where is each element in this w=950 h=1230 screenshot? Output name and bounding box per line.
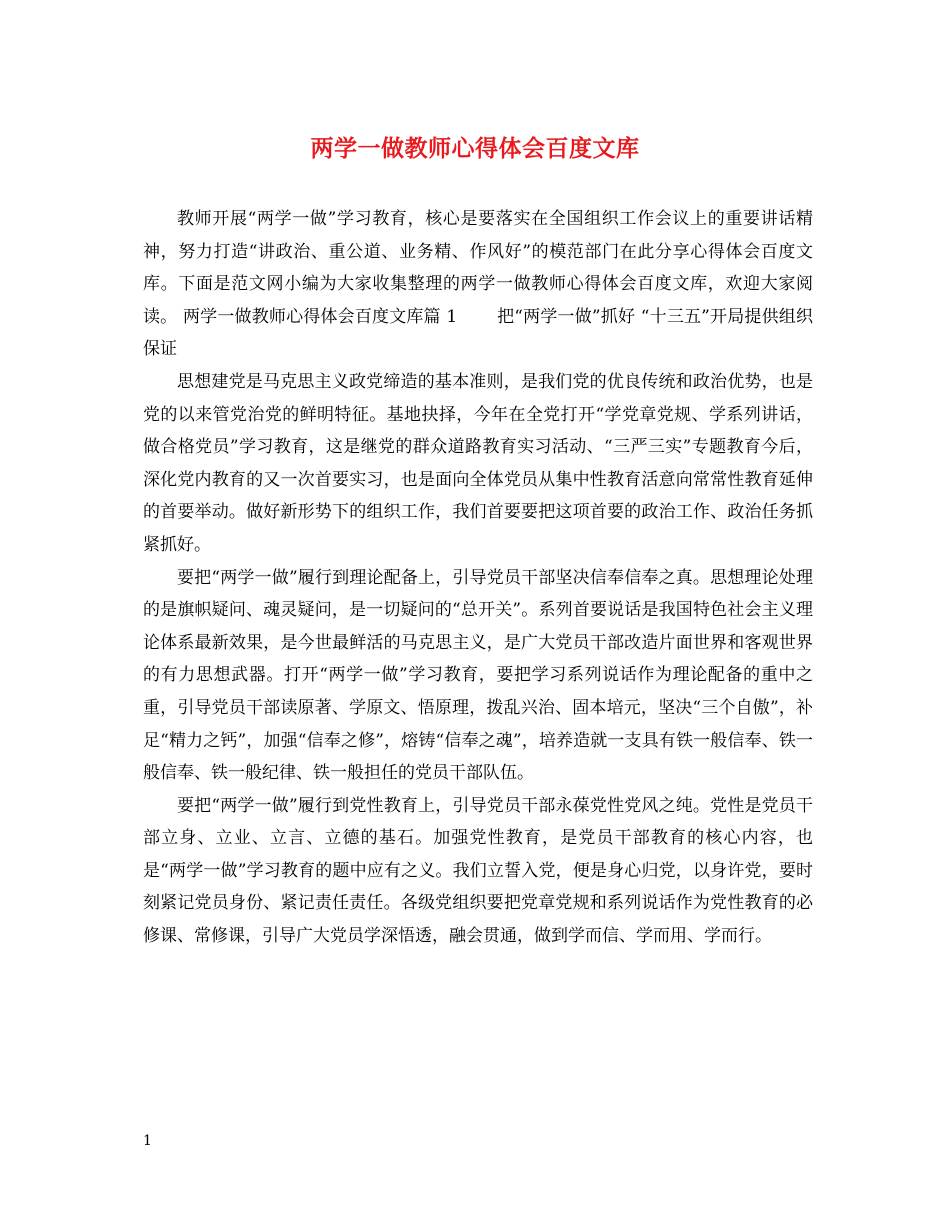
paragraph: 要把“两学一做”履行到党性教育上，引导党员干部永葆党性党风之纯。党性是党员干部立身、立业、立言、立德的基石。加强党性教育，是党员干部教育的核心内容，也是“两学一做”学习教育的题中应有之义。我们立誓入党，便是身心归党，以身许党，要时刻紧记党员身份、紧记责任责任。各级党组织要把党章党规和系列说话作为党性教育的必修课、常修课，引导广大党员学深悟透，融会贯通，做到学而信、学而用、学而行。 bbox=[143, 795, 813, 947]
paragraph: 要把“两学一做”履行到理论配备上，引导党员干部坚决信奉信奉之真。思想理论处理的是旗帜疑问、魂灵疑问，是一切疑问的“总开关”。系列首要说话是我国特色社会主义理论体系最新效果，是今世最鲜活的马克思主义，是广大党员干部改造片面世界和客观世界的有力思想武器。打开“两学一做”学习教育，要把学习系列说话作为理论配备的重中之重，引导党员干部读原著、学原文、悟原理，拨乱兴治、固本培元，坚决“三个自傲”，补足“精力之钙”，加强“信奉之修”，熔铸“信奉之魂”，培养造就一支具有铁一般信奉、铁一般信奉、铁一般纪律、铁一般担任的党员干部队伍。 bbox=[143, 567, 813, 784]
paragraph: 思想建党是马克思主义政党缔造的基本准则，是我们党的优良传统和政治优势，也是党的以来管党治党的鲜明特征。基地抉择，今年在全党打开“学党章党规、学系列讲话，做合格党员”学习教育，这是继党的群众道路教育实习活动、“三严三实”专题教育今后，深化党内教育的又一次首要实习，也是面向全体党员从集中性教育活意向常常性教育延伸的首要举动。做好新形势下的组织工作，我们首要要把这项首要的政治工作、政治任务抓紧抓好。 bbox=[143, 371, 813, 555]
document-title: 两学一做教师心得体会百度文库 bbox=[310, 135, 640, 162]
page-number: 1 bbox=[143, 1133, 152, 1149]
document-body bbox=[143, 203, 813, 953]
paragraph: 教师开展“两学一做”学习教育，核心是要落实在全国组织工作会议上的重要讲话精神，努力打造“讲政治、重公道、业务精、作风好”的模范部门在此分享心得体会百度文库。下面是范文网小编为大家收集整理的两学一做教师心得体会百度文库，欢迎大家阅读。 两学一做教师心得体会百度文库篇 1 把“两学一做”抓好 “十三五”开局提供组织保证 bbox=[143, 209, 813, 360]
